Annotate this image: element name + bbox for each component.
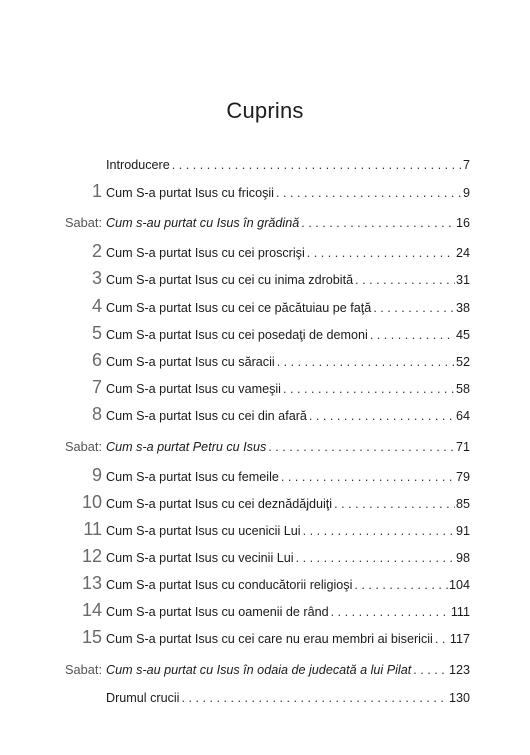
- toc-entry: [20, 437, 470, 457]
- toc-entry: [20, 492, 470, 512]
- toc-page-number: 9: [462, 186, 470, 200]
- toc-leader-dots: [301, 213, 455, 233]
- toc-page-number: 79: [455, 470, 470, 484]
- toc-entry: [20, 296, 470, 316]
- toc-page-number: 123: [448, 663, 470, 677]
- toc-entry-title: Cum S-a purtat Isus cu vecinii Lui: [106, 551, 294, 565]
- toc-chapter-number: 4: [91, 296, 102, 316]
- toc-leader-dots: [334, 494, 455, 514]
- toc-chapter-number: 13: [81, 573, 102, 593]
- toc-leader-dots: [331, 602, 450, 622]
- toc-leader-dots: [309, 406, 455, 426]
- toc-leader-dots: [172, 155, 462, 175]
- toc-leader-dots: [307, 243, 455, 263]
- toc-page-number: 104: [448, 578, 470, 592]
- toc-page-number: 52: [455, 355, 470, 369]
- toc-entry: [20, 627, 470, 647]
- toc-entry: [20, 350, 470, 370]
- toc-entry-title: Cum S-a purtat Isus cu cei cu inima zdrobită: [106, 273, 354, 287]
- toc-entry-title: Cum s-a purtat Petru cu Isus: [106, 440, 267, 454]
- toc-entry-title: Cum S-a purtat Isus cu oamenii de rând: [106, 605, 329, 619]
- toc-sabat-label: Sabat:: [65, 662, 102, 677]
- toc-page-number: 45: [455, 328, 470, 342]
- toc-leader-dots: [181, 688, 448, 708]
- toc-page-number: 16: [455, 216, 470, 230]
- toc-entry-title: Cum S-a purtat Isus cu cei deznădăjduiţi: [106, 497, 333, 511]
- toc-entry-title: Cum S-a purtat Isus cu săracii: [106, 355, 275, 369]
- toc-entry-title: Cum S-a purtat Isus cu cei proscrişi: [106, 246, 305, 260]
- toc-leader-dots: [373, 298, 455, 318]
- toc-leader-dots: [296, 548, 455, 568]
- toc-entry-title: Cum S-a purtat Isus cu femeile: [106, 470, 279, 484]
- toc-page-number: 85: [455, 497, 470, 511]
- toc-entry: [20, 600, 470, 620]
- toc-entry: [20, 213, 470, 233]
- toc-entry-title: Introducere: [106, 158, 170, 172]
- toc-chapter-number: 3: [91, 268, 102, 288]
- toc-chapter-number: 8: [91, 404, 102, 424]
- toc-chapter-number: 9: [91, 465, 102, 485]
- toc-entry: [20, 241, 470, 261]
- toc-leader-dots: [277, 352, 455, 372]
- toc-entry: [20, 546, 470, 566]
- toc-chapter-number: 2: [91, 241, 102, 261]
- toc-leader-dots: [435, 629, 449, 649]
- toc-page-number: 31: [455, 273, 470, 287]
- toc-entry-title: Cum S-a purtat Isus cu conducătorii religioşi: [106, 578, 353, 592]
- toc-page-number: 111: [450, 605, 470, 619]
- toc-chapter-number: 1: [91, 181, 102, 201]
- toc-chapter-number: 11: [83, 519, 102, 539]
- toc-entry: [20, 268, 470, 288]
- toc-chapter-number: 12: [81, 546, 102, 566]
- toc-chapter-number: 5: [91, 323, 102, 343]
- toc-page-number: 7: [462, 158, 470, 172]
- toc-page-number: 130: [448, 691, 470, 705]
- toc-entry-title: Cum S-a purtat Isus cu vameşii: [106, 382, 281, 396]
- toc-page-number: 91: [455, 524, 470, 538]
- toc-chapter-number: 7: [91, 377, 102, 397]
- toc-sabat-label: Sabat:: [65, 215, 102, 230]
- toc-page-number: 64: [455, 409, 470, 423]
- toc-entry-title: Cum s-au purtat cu Isus în odaia de judecată a lui Pilat: [106, 663, 412, 677]
- toc-entry-title: Cum S-a purtat Isus cu fricoşii: [106, 186, 274, 200]
- toc-page-number: 38: [455, 301, 470, 315]
- toc-page-number: 98: [455, 551, 470, 565]
- toc-chapter-number: 14: [81, 600, 102, 620]
- toc-chapter-number: 15: [81, 627, 102, 647]
- toc-entry: [20, 573, 470, 593]
- toc-leader-dots: [281, 467, 455, 487]
- toc-leader-dots: [268, 437, 455, 457]
- toc-entry-title: Cum S-a purtat Isus cu ucenicii Lui: [106, 524, 301, 538]
- toc-entry: [20, 404, 470, 424]
- toc-entry: [20, 323, 470, 343]
- toc-page-number: 58: [455, 382, 470, 396]
- toc-entry: [20, 181, 470, 201]
- toc-leader-dots: [303, 521, 455, 541]
- toc-leader-dots: [354, 575, 448, 595]
- toc-page-number: 24: [455, 246, 470, 260]
- toc-entry: [20, 688, 470, 708]
- toc-entry-title: Cum S-a purtat Isus cu cei care nu erau membri ai bisericii: [106, 632, 433, 646]
- toc-entry: [20, 377, 470, 397]
- toc-entry: [20, 660, 470, 680]
- toc-entry-title: Drumul crucii: [106, 691, 180, 705]
- toc-sabat-label: Sabat:: [65, 439, 102, 454]
- toc-leader-dots: [370, 325, 455, 345]
- toc-entry: [20, 465, 470, 485]
- toc-page-number: 71: [455, 440, 470, 454]
- toc-entry: [20, 155, 470, 175]
- toc-chapter-number: 10: [81, 492, 102, 512]
- toc-entry-title: Cum S-a purtat Isus cu cei posedaţi de demoni: [106, 328, 368, 342]
- toc-chapter-number: 6: [91, 350, 102, 370]
- toc-leader-dots: [355, 270, 455, 290]
- toc-leader-dots: [283, 379, 455, 399]
- toc-entry: [20, 519, 470, 539]
- toc-leader-dots: [276, 183, 462, 203]
- toc-entry-title: Cum S-a purtat Isus cu cei ce păcătuiau pe faţă: [106, 301, 372, 315]
- toc-leader-dots: [413, 660, 448, 680]
- toc-entry-title: Cum S-a purtat Isus cu cei din afară: [106, 409, 307, 423]
- toc-entry-title: Cum s-au purtat cu Isus în grădină: [106, 216, 300, 230]
- page-title: Cuprins: [226, 98, 304, 123]
- toc-page-number: 117: [449, 632, 470, 646]
